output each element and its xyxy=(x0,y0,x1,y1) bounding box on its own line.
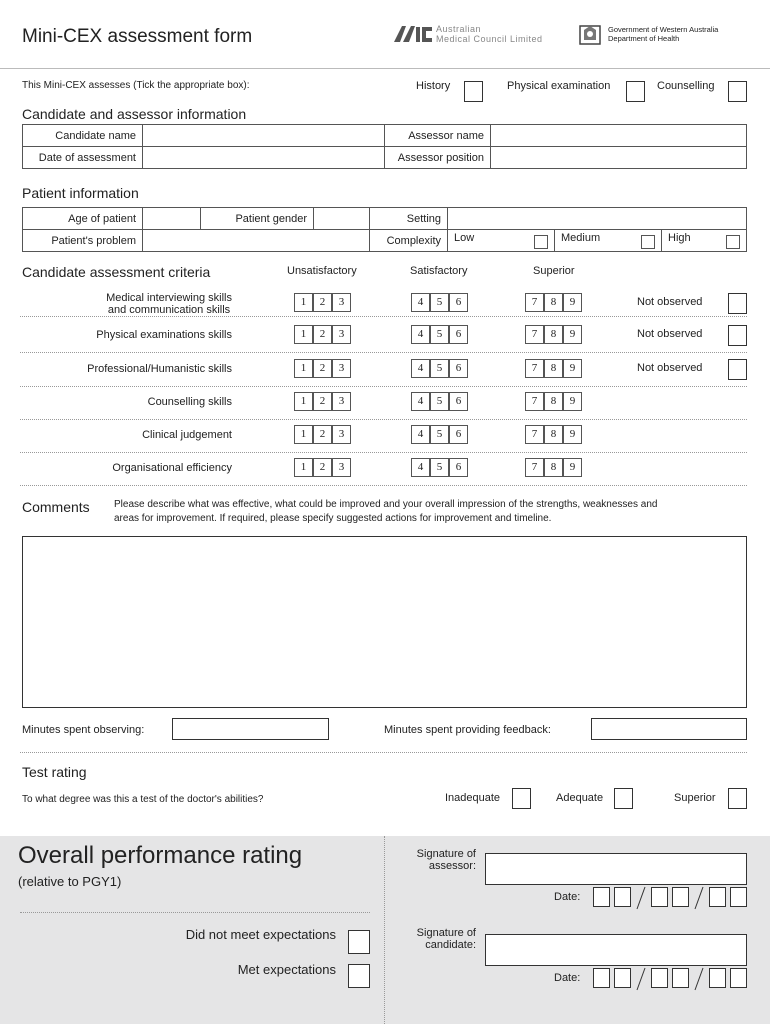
row-divider xyxy=(20,452,747,453)
col-satisfactory: Satisfactory xyxy=(410,265,468,277)
score-cell[interactable]: 5 xyxy=(430,293,449,312)
score-cell[interactable]: 7 xyxy=(525,325,544,344)
score-cell[interactable]: 5 xyxy=(430,392,449,411)
assess-counselling-label: Counselling xyxy=(657,80,715,92)
candidate-date-digit[interactable] xyxy=(651,968,668,988)
assess-history-checkbox[interactable] xyxy=(464,81,483,102)
setting-label: Setting xyxy=(370,208,448,230)
overall-divider xyxy=(384,836,385,1024)
assessor-position-field[interactable] xyxy=(491,147,747,169)
sig-candidate-label xyxy=(396,927,476,951)
gov-line2: Department of Health xyxy=(608,34,680,43)
candidate-date-label: Date: xyxy=(554,972,581,984)
score-cell[interactable]: 7 xyxy=(525,458,544,477)
score-cell[interactable]: 6 xyxy=(449,325,468,344)
amc-logo-line1: Australian xyxy=(436,24,482,34)
score-cell[interactable]: 5 xyxy=(430,458,449,477)
complexity-low-checkbox[interactable] xyxy=(534,235,548,249)
score-cell[interactable]: 3 xyxy=(332,359,351,378)
score-cell[interactable]: 4 xyxy=(411,392,430,411)
row-divider xyxy=(20,316,747,317)
test-adequate-checkbox[interactable] xyxy=(614,788,633,809)
score-cell[interactable]: 4 xyxy=(411,293,430,312)
date-separator xyxy=(694,885,704,911)
minutes-feedback-label: Minutes spent providing feedback: xyxy=(384,724,551,736)
score-cell[interactable]: 7 xyxy=(525,293,544,312)
test-superior-label: Superior xyxy=(674,792,716,804)
date-of-assessment-field[interactable] xyxy=(143,147,385,169)
sig-assessor-label-line2: assessor: xyxy=(428,860,476,872)
amc-logo-icon xyxy=(392,24,434,44)
assess-physical-label: Physical examination xyxy=(507,80,611,92)
assessor-date-label: Date: xyxy=(554,891,581,903)
sig-assessor-label-line1: Signature of xyxy=(416,848,476,860)
sig-assessor-field[interactable] xyxy=(485,853,747,885)
complexity-label: Complexity xyxy=(370,230,448,252)
score-cell[interactable]: 3 xyxy=(332,325,351,344)
candidate-date-digit[interactable] xyxy=(614,968,631,988)
score-cell[interactable]: 6 xyxy=(449,293,468,312)
score-cell[interactable]: 4 xyxy=(411,325,430,344)
assess-counselling-checkbox[interactable] xyxy=(728,81,747,102)
criterion-label-line1: Organisational efficiency xyxy=(112,462,232,474)
score-cell[interactable]: 7 xyxy=(525,392,544,411)
not-observed-label: Not observed xyxy=(637,296,703,308)
patient-table xyxy=(22,207,747,252)
not-observed-label: Not observed xyxy=(637,328,703,340)
criterion-label-line1: Counselling skills xyxy=(147,396,232,408)
candidate-date-digit[interactable] xyxy=(672,968,689,988)
row-divider xyxy=(20,386,747,387)
complexity-high-label: High xyxy=(668,232,691,244)
assess-history-label: History xyxy=(416,80,451,92)
candidate-section-heading: Candidate and assessor information xyxy=(22,106,247,122)
gender-field[interactable] xyxy=(314,208,370,230)
form-title: Mini-CEX assessment form xyxy=(22,26,253,47)
score-cell[interactable]: 8 xyxy=(544,458,563,477)
score-cell[interactable]: 4 xyxy=(411,425,430,444)
score-cell[interactable]: 8 xyxy=(544,359,563,378)
divider xyxy=(20,752,747,753)
score-cell[interactable]: 6 xyxy=(449,458,468,477)
overall-left-divider xyxy=(20,912,370,913)
assess-physical-checkbox[interactable] xyxy=(626,81,645,102)
candidate-date-digit[interactable] xyxy=(593,968,610,988)
col-unsatisfactory: Unsatisfactory xyxy=(287,265,357,277)
score-cell[interactable]: 1 xyxy=(294,325,313,344)
header-divider xyxy=(0,68,770,69)
score-cell[interactable]: 2 xyxy=(313,325,332,344)
comments-heading: Comments xyxy=(22,499,90,515)
gender-label: Patient gender xyxy=(201,208,314,230)
score-cell[interactable]: 6 xyxy=(449,392,468,411)
score-cell[interactable]: 8 xyxy=(544,392,563,411)
problem-label: Patient's problem xyxy=(23,230,143,252)
score-cell[interactable]: 3 xyxy=(332,458,351,477)
complexity-medium-checkbox[interactable] xyxy=(641,235,655,249)
score-cell[interactable]: 2 xyxy=(313,359,332,378)
complexity-medium-label: Medium xyxy=(561,232,601,244)
did-not-meet-checkbox[interactable] xyxy=(348,930,370,954)
candidate-name-label: Candidate name xyxy=(23,125,143,147)
comments-instruction-line2: areas for improvement. If required, please specify suggested actions for improvement and timeline. xyxy=(114,513,552,524)
criterion-label-line1: Professional/Humanistic skills xyxy=(87,363,232,375)
assess-prompt: This Mini-CEX assesses (Tick the appropriate box): xyxy=(22,80,250,91)
crest-icon xyxy=(578,22,602,46)
score-cell[interactable]: 1 xyxy=(294,425,313,444)
score-cell[interactable]: 8 xyxy=(544,325,563,344)
wa-health-logo xyxy=(578,22,748,48)
score-cell[interactable]: 8 xyxy=(544,293,563,312)
score-cell[interactable]: 7 xyxy=(525,425,544,444)
problem-field[interactable] xyxy=(143,230,370,252)
met-expectations-label: Met expectations xyxy=(237,962,336,977)
sig-candidate-label-line2: candidate: xyxy=(425,939,476,951)
test-rating-question: To what degree was this a test of the doctor's abilities? xyxy=(22,794,264,805)
age-field[interactable] xyxy=(143,208,201,230)
date-separator xyxy=(636,966,646,992)
score-cell[interactable]: 1 xyxy=(294,293,313,312)
test-inadequate-checkbox[interactable] xyxy=(512,788,531,809)
row-divider xyxy=(20,485,747,486)
score-cell[interactable]: 9 xyxy=(563,392,582,411)
col-superior: Superior xyxy=(533,265,575,277)
score-cell[interactable]: 2 xyxy=(313,425,332,444)
candidate-date-digit[interactable] xyxy=(709,968,726,988)
minutes-observing-label: Minutes spent observing: xyxy=(22,724,145,736)
score-cell[interactable]: 2 xyxy=(313,293,332,312)
met-expectations-checkbox[interactable] xyxy=(348,964,370,988)
candidate-table xyxy=(22,124,747,169)
score-cell[interactable]: 3 xyxy=(332,425,351,444)
assessor-date-digit[interactable] xyxy=(709,887,726,907)
criterion-label xyxy=(87,363,232,375)
score-cell[interactable]: 9 xyxy=(563,359,582,378)
score-cell[interactable]: 8 xyxy=(544,425,563,444)
criterion-label-line1: Medical interviewing skills xyxy=(106,292,232,304)
sig-candidate-label-line1: Signature of xyxy=(416,927,476,939)
criterion-label xyxy=(142,429,232,441)
minutes-observing-field[interactable] xyxy=(172,718,329,740)
score-cell[interactable]: 5 xyxy=(430,359,449,378)
score-cell[interactable]: 5 xyxy=(430,425,449,444)
score-cell[interactable]: 9 xyxy=(563,425,582,444)
candidate-date-digit[interactable] xyxy=(730,968,747,988)
date-separator xyxy=(636,885,646,911)
score-cell[interactable]: 1 xyxy=(294,458,313,477)
score-cell[interactable]: 4 xyxy=(411,458,430,477)
assessor-date-digit[interactable] xyxy=(614,887,631,907)
criteria-section-heading: Candidate assessment criteria xyxy=(22,264,211,280)
minutes-feedback-field[interactable] xyxy=(591,718,747,740)
assessor-date-digit[interactable] xyxy=(593,887,610,907)
score-cell[interactable]: 6 xyxy=(449,359,468,378)
date-of-assessment-label: Date of assessment xyxy=(23,147,143,169)
score-cell[interactable]: 9 xyxy=(563,325,582,344)
criterion-label-line2: and communication skills xyxy=(107,304,231,316)
criterion-label xyxy=(112,462,232,474)
score-cell[interactable]: 9 xyxy=(563,293,582,312)
comments-instruction-line1: Please describe what was effective, what could be improved and your overall impression of the strengths, weaknesses and xyxy=(114,499,658,510)
sig-assessor-label xyxy=(396,848,476,872)
assessor-date-digit[interactable] xyxy=(730,887,747,907)
score-cell[interactable]: 3 xyxy=(332,392,351,411)
setting-field[interactable] xyxy=(448,208,747,230)
amc-logo-line2: Medical Council Limited xyxy=(436,34,543,44)
amc-logo xyxy=(392,24,542,46)
criterion-label xyxy=(106,292,232,316)
comments-textarea[interactable] xyxy=(22,536,747,708)
test-rating-heading: Test rating xyxy=(22,764,87,780)
assessor-name-field[interactable] xyxy=(491,125,747,147)
criterion-label-line1: Physical examinations skills xyxy=(96,329,232,341)
assessor-position-label: Assessor position xyxy=(385,147,491,169)
overall-subheading: (relative to PGY1) xyxy=(18,874,122,889)
score-cell[interactable]: 4 xyxy=(411,359,430,378)
gov-line1: Government of Western Australia xyxy=(608,25,719,34)
overall-heading: Overall performance rating xyxy=(18,842,303,869)
row-divider xyxy=(20,419,747,420)
test-superior-checkbox[interactable] xyxy=(728,788,747,809)
score-cell[interactable]: 6 xyxy=(449,425,468,444)
test-inadequate-label: Inadequate xyxy=(445,792,501,804)
candidate-name-field[interactable] xyxy=(143,125,385,147)
did-not-meet-label: Did not meet expectations xyxy=(185,927,336,942)
score-cell[interactable]: 1 xyxy=(294,359,313,378)
not-observed-checkbox[interactable] xyxy=(728,359,747,380)
complexity-high-checkbox[interactable] xyxy=(726,235,740,249)
score-cell[interactable]: 1 xyxy=(294,392,313,411)
complexity-low-label: Low xyxy=(454,232,475,244)
not-observed-checkbox[interactable] xyxy=(728,325,747,346)
test-adequate-label: Adequate xyxy=(556,792,604,804)
assessor-date-digit[interactable] xyxy=(672,887,689,907)
score-cell[interactable]: 5 xyxy=(430,325,449,344)
score-cell[interactable]: 2 xyxy=(313,392,332,411)
not-observed-checkbox[interactable] xyxy=(728,293,747,314)
score-cell[interactable]: 2 xyxy=(313,458,332,477)
assessor-date-digit[interactable] xyxy=(651,887,668,907)
sig-candidate-field[interactable] xyxy=(485,934,747,966)
assessor-name-label: Assessor name xyxy=(385,125,491,147)
row-divider xyxy=(20,352,747,353)
patient-section-heading: Patient information xyxy=(22,185,139,201)
score-cell[interactable]: 3 xyxy=(332,293,351,312)
age-label: Age of patient xyxy=(23,208,143,230)
score-cell[interactable]: 9 xyxy=(563,458,582,477)
criterion-label xyxy=(96,329,232,341)
date-separator xyxy=(694,966,704,992)
criterion-label-line1: Clinical judgement xyxy=(142,429,232,441)
score-cell[interactable]: 7 xyxy=(525,359,544,378)
not-observed-label: Not observed xyxy=(637,362,703,374)
criterion-label xyxy=(148,396,232,408)
